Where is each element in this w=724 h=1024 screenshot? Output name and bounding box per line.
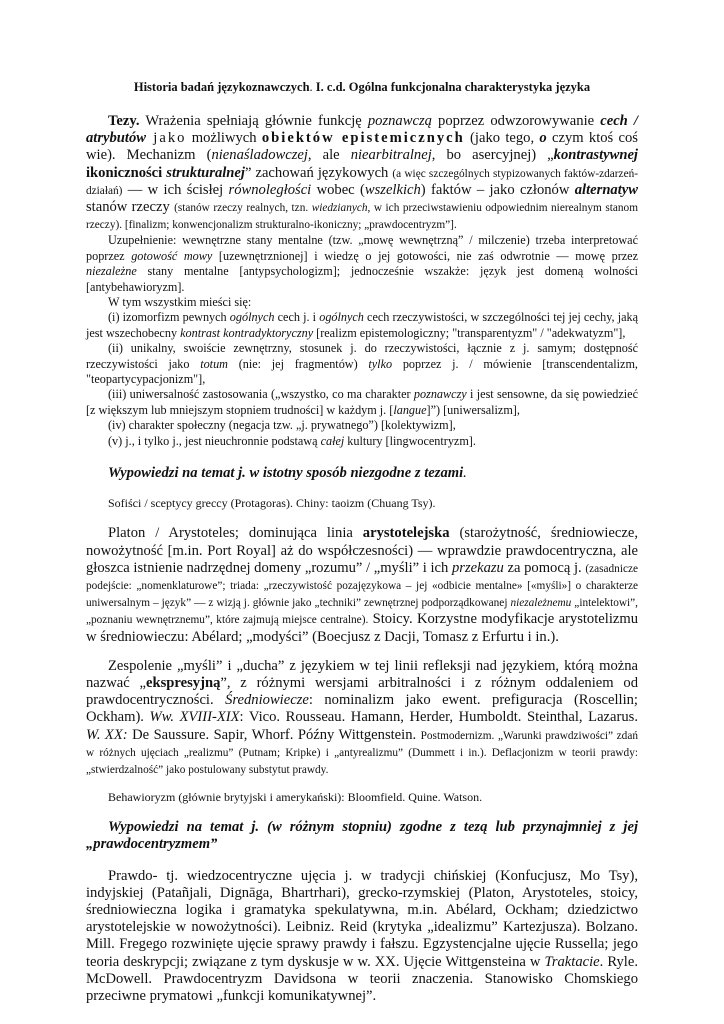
text-run: kontrastywnej (553, 147, 638, 164)
text-run: Średniowiecze (225, 692, 309, 709)
text-run: , w ich przeciwstawieniu odpowiednim nierealnym stanom rzeczy). [finalizm; konwencjonalizm strukturalno-ikoniczny; „prawdocentryzm”]. (86, 202, 638, 232)
section-heading (86, 465, 638, 482)
text-run: jako (146, 130, 187, 147)
text-run: (jako tego, (464, 130, 540, 147)
text-run: ”, z różnymi wersjami arbitralności i z różnym oddaleniem od prawdocentryczności. (86, 674, 639, 709)
text-run: langue (393, 402, 427, 417)
text-run: cech j. i (274, 310, 320, 325)
text-run: Platon / Arystoteles; dominująca linia (108, 525, 363, 542)
text-run: (ii) unikalny, swoiście zewnętrzny, stosunek j. do rzeczywistości, łącznie z j. samym; dostępność rzeczywistości jako (86, 341, 638, 371)
text-run: (nie: jej fragmentów) (227, 356, 369, 371)
text-run: stanów rzeczy (86, 199, 175, 216)
list-item (86, 387, 638, 418)
text-run: Prawdo- tj. wiedzocentryczne ujęcia j. w tradycji chińskiej (Konfucjusz, Mo Tsy), indyjskiej (Patañjali, Dignāga, Bhartrhari), grecko-rzymskiej (Platon, Arystoteles, stoicy, średniowieczna logika i gramatyka spekulatywna, m.in. Abélard, Ockham; dziedzictwo arystotelejskie w nowożytności). Leibniz. Reid (krytyka „idealizmu” Kartezjusza). Bolzano. Mill. Fregego rozwinięte ujęcie sprawy prawdy i fałszu. Egzystencjalne ujęcie Russella; jego teoria deskrypcji; związane z tym dyskusje w w. XX. Ujęcie Wittgensteina w (86, 867, 638, 970)
text-run: wiedzianych (311, 202, 368, 215)
text-run: (a więc szczególnych stypizowanych faktów-zdarzeń-działań) (86, 167, 638, 197)
uzupelnienie-paragraph (86, 233, 638, 295)
title-main: Historia badań językoznawczych (133, 80, 310, 94)
title-sub: I. c.d. Ogólna funkcjonalna charakterystyka języka (315, 80, 591, 94)
platon-paragraph (86, 525, 638, 645)
text-run: strukturalnej (166, 164, 245, 181)
prawdocentryzm-paragraph (86, 868, 638, 1006)
text-run: totum (200, 356, 228, 371)
text-run: [uzewnętrznionej] i wiedzę o jej gotowości, nie zaś odwrotnie — mowę przez (212, 248, 638, 263)
text-run: o (539, 130, 547, 147)
text-run: możliwych (186, 130, 262, 147)
text-run: poznawczą (367, 113, 432, 129)
heading-dot: . (463, 465, 467, 482)
text-run: tylko (368, 356, 393, 371)
text-run: ) faktów – jako członów (420, 181, 575, 198)
text-run: Postmodernizm. „Warunki prawdziwości” zdań w różnych ujęciach „realizmu” (Putnam; Kripke) i „antyrealizmu” (Dummett i in.). Deflacjonizm w teorii prawdy: „stwierdzalność” jako postulowany substytut prawdy. (86, 729, 638, 776)
text-run: Ww. XVIII-XIX (149, 709, 240, 726)
text-run: De Saussure. Sapir, Whorf. Późny Wittgenstein. (127, 726, 421, 743)
text-run: W. XX: (86, 726, 128, 743)
text-run: (starożytność, średniowiecze, nowożytność [m.in. Port Royal] aż do współczesności) — wprawdzie prawdocentryczna, ale głoszca istnienie nadrzędnej domeny „rozumu” / „myśli” i ich (86, 525, 638, 576)
text-run: ogólnych (319, 310, 364, 325)
text-run: za pomocą j. (503, 559, 586, 576)
text-run: Stoicy. Korzystne modyfikacje arystotelizmu w średniowieczu: Abélard; „modyści” (Boecjusz z Dacji, Tomasz z Erfurtu i in.). (86, 611, 638, 645)
text-run: ]”) [uniwersalizm], (426, 402, 520, 417)
behawioryzm-line: Behawioryzm (głównie brytyjski i amerykański): Bloomfield. Quine. Watson. (108, 790, 483, 805)
text-run: obiektów epistemicznych (261, 130, 465, 147)
zespolenie-paragraph (86, 658, 638, 778)
text-run: [realizm epistemologiczny; "transparentyzm" / "adekwatyzm"], (313, 325, 626, 340)
text-run: niearbitralnej (350, 147, 432, 164)
text-run: niezależne (86, 264, 137, 279)
text-run: całej (320, 433, 345, 448)
text-run: niezależnemu (510, 597, 572, 610)
text-run: Uzupełnienie: wewnętrzne stany mentalne (tzw. „mowę wewnętrzną” / milczenie) trzeba interpretować poprzez (86, 233, 638, 263)
page-title (86, 80, 638, 95)
text-run: „intelektowi”, „poznaniu wewnętrznemu”, które zajmują miejsce centralne). (86, 597, 638, 627)
text-run: : nominalizm jako ewent. prefiguracja (Roscellin; Ockham). (86, 692, 638, 726)
text-run: ikoniczności (86, 164, 167, 181)
text-run: (i) izomorfizm pewnych (108, 310, 230, 325)
text-run: (v) j., i tylko j., jest nieuchronnie podstawą (108, 433, 321, 448)
document-page (86, 80, 638, 1005)
tezy-paragraph (86, 113, 638, 233)
list-item (86, 434, 638, 449)
text-run: nienaśladowczej (211, 147, 308, 164)
section-heading: Wypowiedzi na temat j. (w różnym stopniu) zgodne z tezą lub przynajmniej z jej „prawdocentryzmem” (86, 819, 638, 853)
text-run: (stanów rzeczy realnych, tzn. (174, 202, 312, 215)
tezy-label: Tezy. (108, 113, 140, 129)
text-run: cech / atrybutów (86, 113, 638, 147)
text-run: , ale (307, 147, 351, 164)
text-run: alternatyw (574, 181, 638, 198)
heading-text: Wypowiedzi na temat j. w istotny sposób niezgodne z tezami (108, 465, 464, 482)
list-intro: W tym wszystkim mieści się: (108, 295, 252, 310)
text-run: i jest sensowne, da się powiedzieć [z większym lub mniejszym stopniem trudności] w każdym j. [ (86, 387, 638, 417)
text-run: równoległości (228, 181, 312, 198)
text-run: gotowość mowy (131, 248, 213, 263)
list-item (86, 310, 638, 341)
text-run: poprzez odwzorowywanie (431, 113, 601, 129)
text-run: ekspresyjną (146, 674, 221, 691)
text-run: (iii) uniwersalność zastosowania („wszystko, co ma charakter (108, 387, 414, 402)
text-run: stany mentalne [antypsychologizm]; jednocześnie wszakże: język jest domeną wolności [antybehawioryzm]. (86, 264, 638, 294)
text-run: Zespolenie „myśli” i „ducha” z językiem w tej linii refleksji nad językiem, którą można nazwać „ (86, 657, 638, 691)
list-item: (iv) charakter społeczny (negacja tzw. „j. prywatnego”) [kolektywizm], (108, 418, 456, 433)
text-run: cech rzeczywistości, w szczególności tej jej cechy, jaką jest wszechobecny (86, 310, 638, 340)
text-run: kultury [lingwocentryzm]. (344, 433, 476, 448)
text-run: poprzez j. / mówienie [transcendentalizm, "teopartycypacjonizm"], (86, 356, 638, 387)
text-run: ” zachowań językowych (244, 164, 393, 181)
text-run: kontrast kontradyktoryczny (180, 325, 314, 340)
text-run: . Ryle. McDowell. Prawdocentryzm Davidsona w teorii znaczenia. Stanowisko Chomskiego przeciwne prymatowi „funkcji komunikatywnej”. (86, 953, 638, 1004)
text-run: poznawczy (413, 387, 467, 402)
text-run: — w ich ścisłej (122, 181, 229, 198)
text-run: przekazu (451, 559, 504, 576)
sofisci-line: Sofiści / sceptycy greccy (Protagoras). Chiny: taoizm (Chuang Tsy). (108, 496, 436, 511)
text-run: , bo asercyjnej) „ (431, 147, 554, 164)
text-run: czym ktoś coś wie). Mechanizm ( (86, 130, 638, 164)
text-run: wszelkich (364, 181, 421, 198)
text-run: Wrażenia spełniają głównie funkcję (139, 113, 368, 129)
text-run: (zasadnicze podejście: „nomenklaturowe”; triada: „rzeczywistość pozajęzykowa – jej «odbicie mentalne» [«myśli»] o charakterze uniwersalnym – język” — z wizją j. głównie jako „techniki” zewnętrznej podporządkowanej (86, 562, 639, 610)
text-run: : Vico. Rousseau. Hamann, Herder, Humboldt. Steinthal, Lazarus. (239, 709, 638, 726)
list-item (86, 341, 638, 387)
text-run: wobec ( (311, 181, 365, 198)
title-sep: . (309, 80, 316, 94)
text-run: ogólnych (229, 310, 275, 325)
text-run: Traktacie (544, 953, 600, 970)
text-run: arystotelejska (362, 525, 450, 542)
